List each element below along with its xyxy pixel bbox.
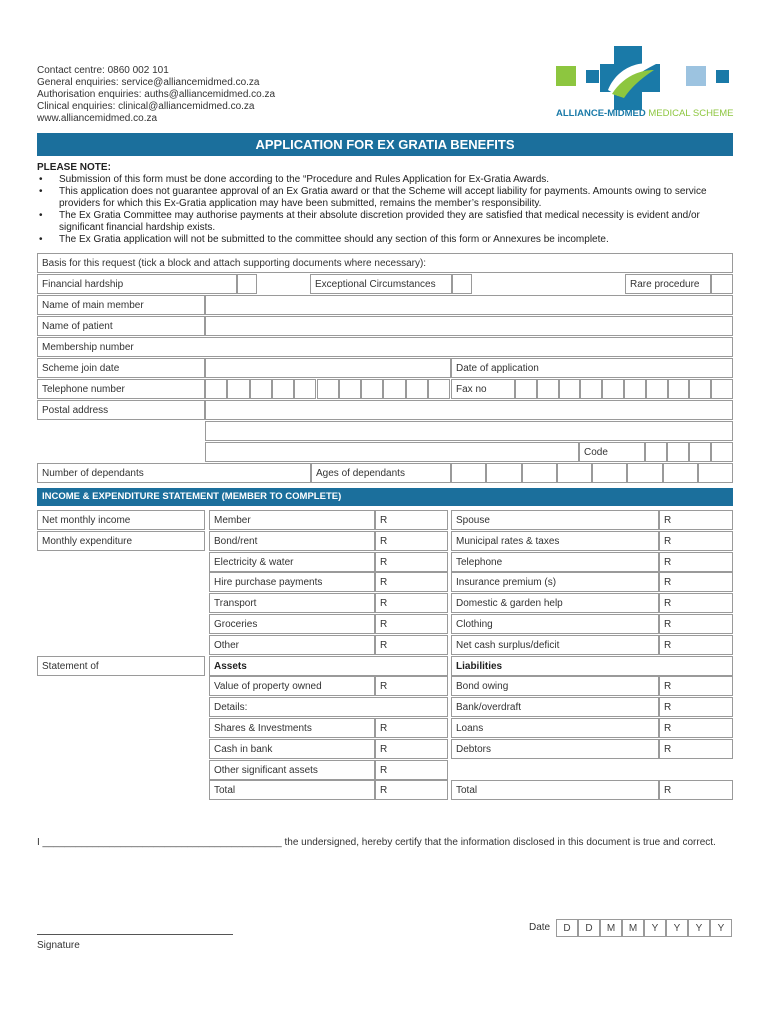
asset-amount-field[interactable]: R — [375, 718, 448, 738]
website: www.alliancemidmed.co.za — [37, 113, 158, 124]
patient-field[interactable] — [205, 316, 733, 336]
liability-amount-field[interactable]: R — [659, 780, 733, 800]
telephone-digit-cell[interactable] — [227, 379, 249, 399]
expense-amount-field[interactable]: R — [375, 593, 448, 613]
asset-item-label: Other significant assets — [209, 760, 375, 780]
expense-item-label: Net cash surplus/deficit — [451, 635, 659, 655]
postal-code-cell[interactable] — [711, 442, 733, 462]
fax-digit-cell[interactable] — [646, 379, 668, 399]
liabilities-heading: Liabilities — [451, 656, 733, 676]
join-date-field[interactable] — [205, 358, 451, 378]
date-digit-cell[interactable]: Y — [710, 919, 732, 937]
telephone-digit-cell[interactable] — [294, 379, 316, 399]
note-item: • The Ex Gratia application will not be submitted to the committee should any section of this form or Annexures be incomplete. — [37, 234, 737, 246]
signature-line[interactable] — [37, 934, 233, 935]
note-item: • Submission of this form must be done according to the “Procedure and Rules Application for Ex-Gratia Awards. — [37, 174, 737, 186]
telephone-label: Telephone number — [37, 379, 205, 399]
liability-amount-field[interactable]: R — [659, 718, 733, 738]
age-cell[interactable] — [627, 463, 662, 483]
date-digit-cell[interactable]: M — [600, 919, 622, 937]
postal-address-line2[interactable] — [205, 421, 733, 441]
main-member-label: Name of main member — [37, 295, 205, 315]
exceptional-circumstances-label: Exceptional Circumstances — [310, 274, 452, 294]
exceptional-circumstances-checkbox[interactable] — [452, 274, 472, 294]
expense-amount-field[interactable]: R — [659, 572, 733, 592]
certification-text: I ___________________________________________ the undersigned, hereby certify that the information disclosed in this document is true and correct. — [37, 837, 716, 848]
dependants-label: Number of dependants — [37, 463, 311, 483]
telephone-digit-cell[interactable] — [383, 379, 405, 399]
postal-address-line3[interactable] — [205, 442, 579, 462]
expense-item-label: Bond/rent — [209, 531, 375, 551]
expense-amount-field[interactable]: R — [659, 531, 733, 551]
asset-item-label: Details: — [209, 697, 448, 717]
general-enquiries: General enquiries: service@alliancemidmed.co.za — [37, 77, 260, 88]
date-digit-cell[interactable]: Y — [688, 919, 710, 937]
fax-digit-cell[interactable] — [711, 379, 733, 399]
expense-item-label: Other — [209, 635, 375, 655]
expense-item-label: Transport — [209, 593, 375, 613]
telephone-digit-cell[interactable] — [428, 379, 450, 399]
please-note — [37, 162, 737, 246]
expense-item-label: Spouse — [451, 510, 659, 530]
fax-digit-cell[interactable] — [689, 379, 711, 399]
statement-of-label: Statement of — [37, 656, 205, 676]
postal-code-cell[interactable] — [667, 442, 689, 462]
patient-label: Name of patient — [37, 316, 205, 336]
contact-block — [37, 65, 275, 125]
logo-part2: MEDICAL SCHEME — [645, 108, 734, 119]
expense-item-label: Domestic & garden help — [451, 593, 659, 613]
asset-amount-field[interactable]: R — [375, 676, 448, 696]
fax-digit-cell[interactable] — [668, 379, 690, 399]
authorisation-enquiries: Authorisation enquiries: auths@alliancemidmed.co.za — [37, 89, 276, 100]
age-cell[interactable] — [698, 463, 733, 483]
liability-item-label: Total — [451, 780, 659, 800]
age-cell[interactable] — [486, 463, 521, 483]
asset-item-label: Total — [209, 780, 375, 800]
asset-item-label: Cash in bank — [209, 739, 375, 759]
date-digit-cell[interactable]: M — [622, 919, 644, 937]
telephone-digit-cell[interactable] — [339, 379, 361, 399]
asset-item-label: Value of property owned — [209, 676, 375, 696]
expense-amount-field[interactable]: R — [659, 510, 733, 530]
membership-number-label: Membership number — [37, 337, 733, 357]
date-label: Date — [529, 922, 551, 933]
expense-amount-field[interactable]: R — [375, 614, 448, 634]
asset-amount-field[interactable]: R — [375, 739, 448, 759]
expense-item-label: Municipal rates & taxes — [451, 531, 659, 551]
liability-item-label: Debtors — [451, 739, 659, 759]
expense-amount-field[interactable]: R — [659, 552, 733, 572]
code-label: Code — [579, 442, 645, 462]
expense-amount-field[interactable]: R — [375, 552, 448, 572]
date-digit-cell[interactable]: D — [578, 919, 600, 937]
assets-heading: Assets — [209, 656, 448, 676]
note-item: • This application does not guarantee approval of an Ex Gratia award or that the Scheme will accept liability for payments. Amounts owing to service providers for which this Ex-Gratia application may have been submitted, remains the member’s responsibility. — [37, 186, 737, 210]
net-income-label: Net monthly income — [37, 510, 205, 530]
telephone-digit-cell[interactable] — [205, 379, 227, 399]
liability-item-label: Loans — [451, 718, 659, 738]
expense-amount-field[interactable]: R — [375, 510, 448, 530]
expense-item-label: Insurance premium (s) — [451, 572, 659, 592]
monthly-expenditure-label: Monthly expenditure — [37, 531, 205, 551]
fax-digit-cell[interactable] — [537, 379, 559, 399]
postal-address-line1[interactable] — [205, 400, 733, 420]
liability-amount-field[interactable]: R — [659, 676, 733, 696]
telephone-digit-cell[interactable] — [406, 379, 428, 399]
fax-digit-cell[interactable] — [559, 379, 581, 399]
asset-amount-field[interactable]: R — [375, 780, 448, 800]
liability-amount-field[interactable]: R — [659, 739, 733, 759]
fax-label: Fax no — [451, 379, 515, 399]
expense-item-label: Telephone — [451, 552, 659, 572]
age-cell[interactable] — [451, 463, 486, 483]
join-date-label: Scheme join date — [37, 358, 205, 378]
note-heading: PLEASE NOTE: — [37, 162, 111, 173]
liability-amount-field[interactable]: R — [659, 697, 733, 717]
telephone-digit-cell[interactable] — [317, 379, 339, 399]
fax-digit-cell[interactable] — [602, 379, 624, 399]
expense-amount-field[interactable]: R — [659, 614, 733, 634]
expense-item-label: Groceries — [209, 614, 375, 634]
fax-digit-cell[interactable] — [580, 379, 602, 399]
date-digit-cell[interactable]: Y — [666, 919, 688, 937]
form-title: APPLICATION FOR EX GRATIA BENEFITS — [37, 133, 733, 156]
postal-code-cell[interactable] — [645, 442, 667, 462]
expense-amount-field[interactable]: R — [659, 635, 733, 655]
postal-address-label: Postal address — [37, 400, 205, 420]
asset-amount-field[interactable]: R — [375, 760, 448, 780]
expense-amount-field[interactable]: R — [375, 635, 448, 655]
expense-item-label: Clothing — [451, 614, 659, 634]
expense-item-label: Hire purchase payments — [209, 572, 375, 592]
rare-procedure-label: Rare procedure — [625, 274, 711, 294]
note-item: • The Ex Gratia Committee may authorise payments at their absolute discretion provided they are satisfied that medical necessity is evident and/or significant financial hardship exists. — [37, 210, 737, 234]
financial-hardship-checkbox[interactable] — [237, 274, 257, 294]
age-cell[interactable] — [592, 463, 627, 483]
age-cell[interactable] — [522, 463, 557, 483]
date-digit-cell[interactable]: Y — [644, 919, 666, 937]
ages-label: Ages of dependants — [311, 463, 451, 483]
expense-item-label: Electricity & water — [209, 552, 375, 572]
clinical-enquiries: Clinical enquiries: clinical@alliancemidmed.co.za — [37, 101, 255, 112]
main-member-field[interactable] — [205, 295, 733, 315]
telephone-digit-cell[interactable] — [250, 379, 272, 399]
contact-centre: Contact centre: 0860 002 101 — [37, 65, 169, 76]
signature-label: Signature — [37, 940, 80, 951]
application-date-label: Date of application — [451, 358, 733, 378]
logo-wordmark — [556, 108, 734, 119]
expense-amount-field[interactable]: R — [659, 593, 733, 613]
expense-amount-field[interactable]: R — [375, 572, 448, 592]
expense-amount-field[interactable]: R — [375, 531, 448, 551]
fax-digit-cell[interactable] — [624, 379, 646, 399]
liability-item-label: Bond owing — [451, 676, 659, 696]
income-heading: INCOME & EXPENDITURE STATEMENT (MEMBER TO COMPLETE) — [37, 488, 733, 506]
telephone-digit-cell[interactable] — [361, 379, 383, 399]
telephone-digit-cell[interactable] — [272, 379, 294, 399]
fax-digit-cell[interactable] — [515, 379, 537, 399]
basis-label: Basis for this request (tick a block and attach supporting documents where necessary): — [37, 253, 733, 273]
expense-item-label: Member — [209, 510, 375, 530]
rare-procedure-checkbox[interactable] — [711, 274, 733, 294]
liability-item-label: Bank/overdraft — [451, 697, 659, 717]
postal-code-cell[interactable] — [689, 442, 711, 462]
logo-part1: ALLIANCE-MIDMED — [556, 108, 646, 119]
financial-hardship-label: Financial hardship — [37, 274, 237, 294]
age-cell[interactable] — [663, 463, 698, 483]
asset-item-label: Shares & Investments — [209, 718, 375, 738]
age-cell[interactable] — [557, 463, 592, 483]
date-digit-cell[interactable]: D — [556, 919, 578, 937]
